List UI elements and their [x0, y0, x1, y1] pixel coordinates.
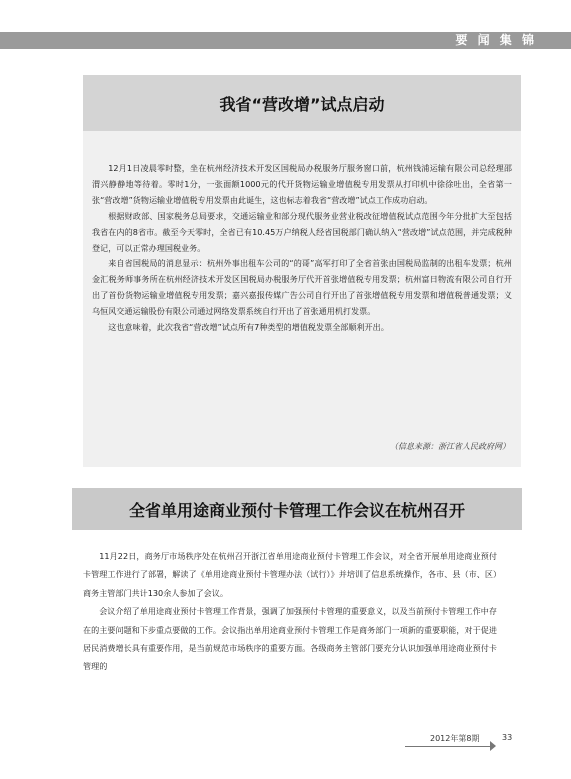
article2-body	[83, 547, 497, 676]
article2-title-band	[72, 488, 522, 530]
issue-label: 2012年第8期	[430, 734, 480, 743]
section-label: 要 闻 集 锦	[455, 33, 537, 47]
article2-title: 全省单用途商业预付卡管理工作会议在杭州召开	[128, 500, 465, 520]
footer-rule	[405, 746, 495, 747]
arrow-right-icon	[490, 741, 496, 751]
article2-paragraph: 11月22日，商务厅市场秩序处在杭州召开浙江省单用途商业预付卡管理工作会议，对全省开展单用途商业预付卡管理工作进行了部署，解读了《单用途商业预付卡管理办法（试行）》并培训了信息系统操作，各市、县（市、区）商务主管部门共计130余人参加了会议。	[83, 551, 497, 598]
article1-paragraph: 12月1日凌晨零时整，坐在杭州经济技术开发区国税局办税服务厅服务窗口前，杭州钱浦运输有限公司总经理邵渭兴静静地等待着。零时1分，一张面额1000元的代开货物运输业增值税专用发票从打印机中徐徐吐出，全省第一张“营改增”货物运输业增值税专用发票由此诞生，这也标志着我省“营改增”试点工作成功启动。	[92, 163, 512, 205]
article1-title-band	[83, 75, 521, 131]
article1-paragraph: 这也意味着，此次我省“营改增”试点所有7种类型的增值税发票全部顺利开出。	[108, 322, 389, 333]
article1-source: （信息来源：浙江省人民政府网）	[390, 442, 510, 451]
article1-paragraph: 来自省国税局的消息显示：杭州外事出租车公司的“的哥”高军打印了全省首张由国税局监制的出租车发票；杭州金汇税务师事务所在杭州经济技术开发区国税局办税服务厅代开首张增值税专用发票；杭州富日物流有限公司自行开出了首份货物运输业增值税专用发票；嘉兴嘉报传媒广告公司自行开出了首张增值税专用发票和增值税普通发票；义乌恒风交通运输股份有限公司通过网络发票系统自行开出了首张通用机打发票。	[92, 258, 512, 317]
article1-body	[92, 161, 512, 336]
page-number: 33	[502, 733, 513, 742]
article2-paragraph: 会议介绍了单用途商业预付卡管理工作背景，强调了加强预付卡管理的重要意义，以及当前预付卡管理工作中存在的主要问题和下步重点要做的工作。会议指出单用途商业预付卡管理工作是商务部门一项新的重要职能，对于促进居民消费增长具有重要作用，是当前规范市场秩序的重要方面。各级商务主管部门要充分认识加强单用途商业预付卡管理的	[83, 606, 497, 672]
article1-paragraph: 根据财政部、国家税务总局要求，交通运输业和部分现代服务业营业税改征增值税试点范围今年分批扩大至包括我省在内的8省市。截至今天零时，全省已有10.45万户纳税人经省国税部门确认纳入“营改增”试点范围，并完成税种登记，可以正常办理国税业务。	[92, 210, 512, 253]
article1-title: 我省“营改增”试点启动	[219, 94, 385, 114]
